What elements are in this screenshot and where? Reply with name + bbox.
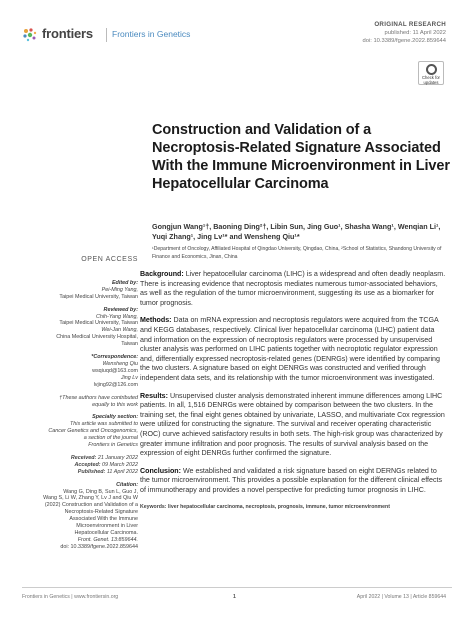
- results-heading: Results:: [140, 391, 168, 400]
- reviewed-by-block: [40, 307, 138, 348]
- published-value: 11 April 2022: [106, 468, 138, 475]
- background-heading: Background:: [140, 270, 184, 278]
- footer-divider: [22, 587, 452, 588]
- keywords: Keywords: liver hepatocellular carcinoma, necroptosis, prognosis, immune, tumor microenvironment: [140, 504, 390, 511]
- abstract-methods: [140, 316, 446, 383]
- article-meta: [363, 21, 447, 45]
- correspondence-label: *Correspondence:: [91, 354, 138, 361]
- affiliations: ¹Department of Oncology, Affiliated Hospital of Qingdao University, Qingdao, China, ²School of Statistics, Shandong University of Finance and Economics, Jinan, China: [152, 246, 442, 260]
- editor-name: Pei-Ming Yang,: [101, 286, 138, 293]
- accepted-date: [40, 462, 138, 469]
- abstract-conclusion: [140, 467, 446, 496]
- citation-line: Associated With the Immune: [69, 516, 138, 523]
- methods-heading: Methods:: [140, 316, 172, 325]
- citation-line: Hepatocellular Carcinoma.: [74, 530, 138, 536]
- specialty-section-block: [40, 414, 138, 449]
- abstract-results: [140, 392, 446, 459]
- article-doi[interactable]: doi: 10.3389/fgene.2022.859644: [362, 38, 446, 44]
- citation-line: (2022) Construction and Validation of a: [44, 502, 138, 509]
- frontiers-logo-icon: [22, 27, 38, 43]
- reviewer-name: Chih-Yang Wang,: [95, 313, 138, 320]
- article-sidebar: [40, 257, 138, 557]
- conclusion-heading: Conclusion:: [140, 466, 181, 475]
- received-value: 21 January 2022: [97, 454, 138, 461]
- article-type: ORIGINAL RESEARCH: [374, 21, 446, 28]
- footer-volume: April 2022 | Volume 13 | Article 859644: [356, 594, 446, 600]
- published-date: published: 11 April 2022: [384, 30, 446, 36]
- accepted-value: 09 March 2022: [102, 461, 138, 468]
- citation-doi[interactable]: doi: 10.3389/fgene.2022.859644: [60, 543, 138, 550]
- reviewer-affiliation: Taiwan: [121, 341, 138, 348]
- citation-line: Microenvironment in Liver: [76, 523, 138, 530]
- correspondent-name: Wensheng Qiu: [102, 360, 138, 367]
- page-number: 1: [233, 594, 236, 600]
- specialty-line: Cancer Genetics and Oncogenomics,: [48, 428, 138, 435]
- specialty-line: This article was submitted to: [69, 421, 138, 428]
- published-label: Published:: [77, 468, 106, 475]
- citation-line: Wang S, Li W, Zhang Y, Lv J and Qiu W: [43, 495, 138, 502]
- author-list: Gongjun Wang¹†, Baoning Ding²†, Libin Sun, Jing Guo¹, Shasha Wang¹, Wenqian Li¹, Yuqi Zhang¹, Jing Lv¹* and Wensheng Qiu¹*: [152, 222, 441, 241]
- correspondent-email[interactable]: lvjing92@126.com: [93, 381, 138, 388]
- updates-label-2: updates: [423, 80, 439, 85]
- citation-label: Citation:: [116, 481, 138, 488]
- conclusion-text: We established and validated a risk signature based on eight DERNGs related to the tumor microenvironment. This provides a possible explanation for the different clinical effects of immunotherapy and provides a novel perspective for predicting tumor prognosis in LIHC.: [140, 466, 443, 494]
- correspondent-email[interactable]: wsqiuqd@163.com: [92, 367, 138, 374]
- abstract-background: [140, 270, 446, 308]
- specialty-line: a section of the journal: [83, 435, 138, 442]
- results-text: Unsupervised cluster analysis demonstrated inherent immune differences among LIHC patients. In all, 1,516 DENRGs were obtained by comparison between the two clusters. In the training set, the final eight genes obtained by univariate, LASSO, and multivariate Cox regression were utilized for constructing the signature. The survival and receiver operating characteristic (ROC) curve achieved satisfactory results in both sets. The high-risk group was characterized by greater immune infiltration and poor prognosis. The results of survival analysis based on the expression of eight DENRGs further confirmed the signature.: [140, 391, 445, 458]
- citation-line: Front. Genet. 13:859644.: [77, 536, 138, 543]
- equal-note-line: †These authors have contributed: [59, 394, 138, 401]
- header-divider: [106, 28, 107, 42]
- check-for-updates-button[interactable]: [418, 61, 444, 85]
- journal-link[interactable]: Frontiers in Genetics: [112, 29, 191, 39]
- methods-text: Data on mRNA expression and necroptosis regulators were acquired from the TCGA and KEGG databases, respectively. Clinical liver hepatocellular carcinoma (LIHC) patient data and information on the expression of necroptosis regulators were processed by unsupervised cluster analysis was performed on LIHC patients together with necroptotic regulator expression and, differentially expressed necroptosis-related genes (DENRGs) were identified by comparing the two clusters. A signature based on eight DENRGs was constructed and verified through independent data sets, and its relationship with the tumor microenvironment was investigated.: [140, 316, 440, 382]
- specialty-line: Frontiers in Genetics: [88, 442, 138, 449]
- brand-name[interactable]: frontiers: [42, 26, 93, 41]
- equal-contribution-note: [40, 395, 138, 409]
- equal-note-line: equally to this work: [92, 401, 138, 408]
- updates-label-1: Check for: [422, 75, 440, 80]
- correspondence-block: [40, 354, 138, 389]
- footer-journal[interactable]: Frontiers in Genetics | www.frontiersin.org: [22, 594, 119, 600]
- citation-block: [40, 482, 138, 551]
- citation-line: Wang G, Ding B, Sun L, Guo J,: [63, 488, 138, 495]
- reviewer-affiliation: Taipei Medical University, Taiwan: [59, 320, 138, 327]
- article-title: Construction and Validation of a Necroptosis-Related Signature Associated With the Immune Microenvironment in Liver Hepatocellular Carcinoma: [152, 122, 450, 192]
- citation-line: Necroptosis-Related Signature: [64, 509, 138, 516]
- edited-by-block: [40, 280, 138, 301]
- specialty-section-label: Specialty section:: [92, 414, 138, 421]
- reviewed-by-label: Reviewed by:: [103, 306, 138, 313]
- edited-by-label: Edited by:: [111, 279, 138, 286]
- received-date: [40, 455, 138, 462]
- reviewer-name: Wei-Jan Wang,: [101, 327, 138, 334]
- accepted-label: Accepted:: [74, 461, 101, 468]
- received-label: Received:: [70, 454, 97, 461]
- abstract: [140, 270, 446, 513]
- published-date-sidebar: [40, 469, 138, 476]
- reviewer-affiliation: China Medical University Hospital,: [56, 334, 138, 341]
- open-access-label: OPEN ACCESS: [81, 256, 138, 263]
- correspondent-name: Jing Lv: [120, 374, 138, 381]
- editor-affiliation: Taipei Medical University, Taiwan: [59, 293, 138, 300]
- dates-block: [40, 455, 138, 476]
- background-text: Liver hepatocellular carcinoma (LIHC) is a widespread and often deadly neoplasm. There is increasing evidence that necroptosis mediates numerous tumor-associated behaviors, as well as the regulation of the tumor microenvironment, suggesting its use as a biomarker for tumor prognosis.: [140, 270, 446, 307]
- updates-icon: [426, 64, 437, 75]
